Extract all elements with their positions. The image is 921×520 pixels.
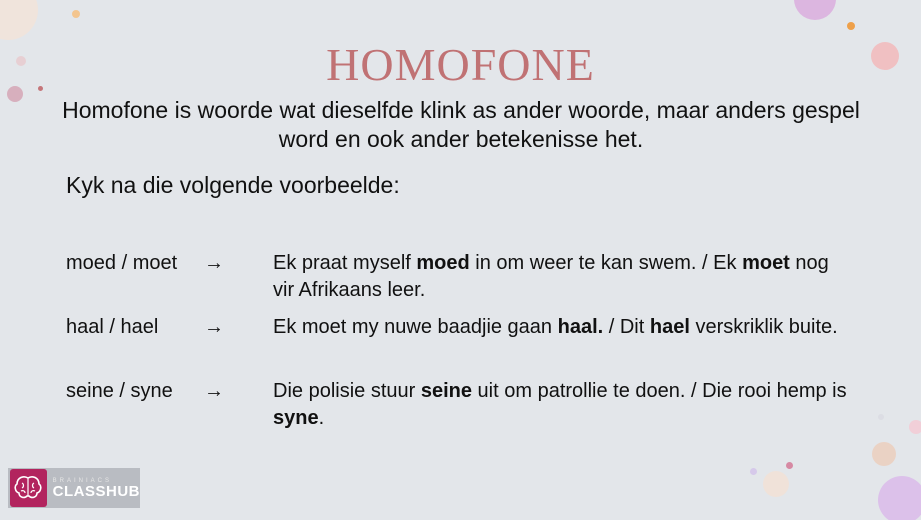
decor-circle [872, 442, 896, 466]
homophone-pair: moed / moet [66, 252, 178, 274]
lead-text: Kyk na die volgende voorbeelde: [66, 172, 400, 198]
example-sentence: Ek praat myself moed in om weer te kan swem. / Ek moet nog vir Afrikaans leer. [273, 252, 829, 301]
homophone-pair: seine / syne [66, 380, 173, 402]
slide-title: HOMOFONE [326, 39, 595, 90]
logo-title: CLASSHUB [52, 482, 140, 500]
decor-circle [878, 414, 884, 420]
example-sentence: Ek moet my nuwe baadjie gaan haal. / Dit hael verskriklik buite. [273, 316, 838, 338]
example-sentence: Die polisie stuur seine uit om patrollie te doen. / Die rooi hemp is syne. [273, 380, 847, 429]
logo-subtitle: BRAINIACS [52, 477, 112, 484]
classhub-logo [8, 468, 140, 508]
homophone-pair: haal / hael [66, 316, 159, 338]
arrow-icon: → [204, 252, 224, 274]
decor-circle [786, 462, 793, 469]
decor-circle [0, 0, 38, 40]
decor-circle [878, 476, 921, 520]
intro-text: Homofone is woorde wat dieselfde klink as ander woorde, maar anders gespel word en ook ander betekenisse het. [62, 97, 860, 152]
brain-icon [10, 469, 47, 507]
decor-circle [909, 420, 921, 434]
decor-circle [750, 468, 757, 475]
arrow-icon: → [204, 380, 224, 402]
decor-circle [794, 0, 836, 20]
decor-circle [847, 22, 855, 30]
decor-circle [72, 10, 80, 18]
arrow-icon: → [204, 316, 224, 338]
decor-circle [763, 471, 789, 497]
